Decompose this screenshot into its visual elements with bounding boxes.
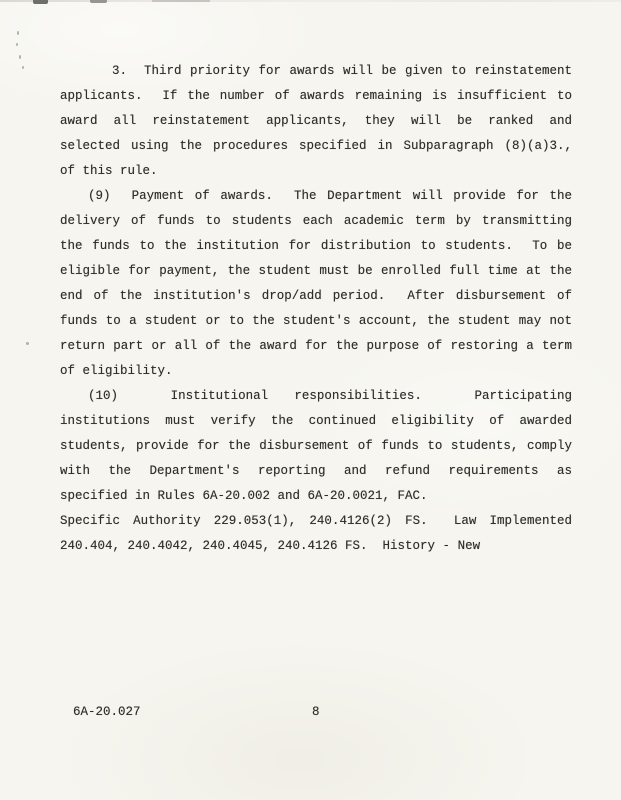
text-line: with the Department's reporting and refund requirements as [60, 464, 572, 478]
text-line: 240.404, 240.4042, 240.4045, 240.4126 FS. History - New [60, 539, 481, 553]
scan-artifact-dark-mark [90, 0, 107, 3]
text-line: institutions must verify the continued eligibility of awarded [60, 414, 572, 428]
text-line: Specific Authority 229.053(1), 240.4126(2) FS. Law Implemented [60, 514, 572, 528]
margin-speck [22, 66, 24, 69]
margin-speck [19, 55, 21, 59]
rule-number: 6A-20.027 [73, 705, 141, 719]
text-line: (9) Payment of awards. The Department will provide for the [88, 189, 572, 203]
margin-speck [17, 31, 19, 35]
text-line: of this rule. [60, 164, 158, 178]
text-line: (10) Institutional responsibilities. Participating [88, 389, 572, 403]
text-line: funds to a student or to the student's account, the student may not [60, 314, 572, 328]
margin-speck [16, 43, 18, 46]
margin-speck [26, 342, 29, 345]
text-line: delivery of funds to students each academic term by transmitting [60, 214, 572, 228]
text-line: the funds to the institution for distribution to students. To be [60, 239, 572, 253]
document-body-text [60, 59, 572, 559]
scan-artifact-faint-mark [152, 0, 210, 2]
text-line: award all reinstatement applicants, they will be ranked and [60, 114, 572, 128]
text-line: specified in Rules 6A-20.002 and 6A-20.0021, FAC. [60, 489, 428, 503]
text-line: students, provide for the disbursement of funds to students, comply [60, 439, 572, 453]
text-line: return part or all of the award for the purpose of restoring a term [60, 339, 572, 353]
text-line: of eligibility. [60, 364, 173, 378]
page-footer [0, 700, 621, 725]
scan-artifact-dark-mark [33, 0, 48, 4]
page-number: 8 [312, 705, 320, 719]
text-line: selected using the procedures specified in Subparagraph (8)(a)3., [60, 139, 572, 153]
text-line: end of the institution's drop/add period. After disbursement of [60, 289, 572, 303]
text-line: applicants. If the number of awards remaining is insufficient to [60, 89, 572, 103]
text-line: eligible for payment, the student must be enrolled full time at the [60, 264, 572, 278]
text-line: 3. Third priority for awards will be given to reinstatement [112, 64, 572, 78]
